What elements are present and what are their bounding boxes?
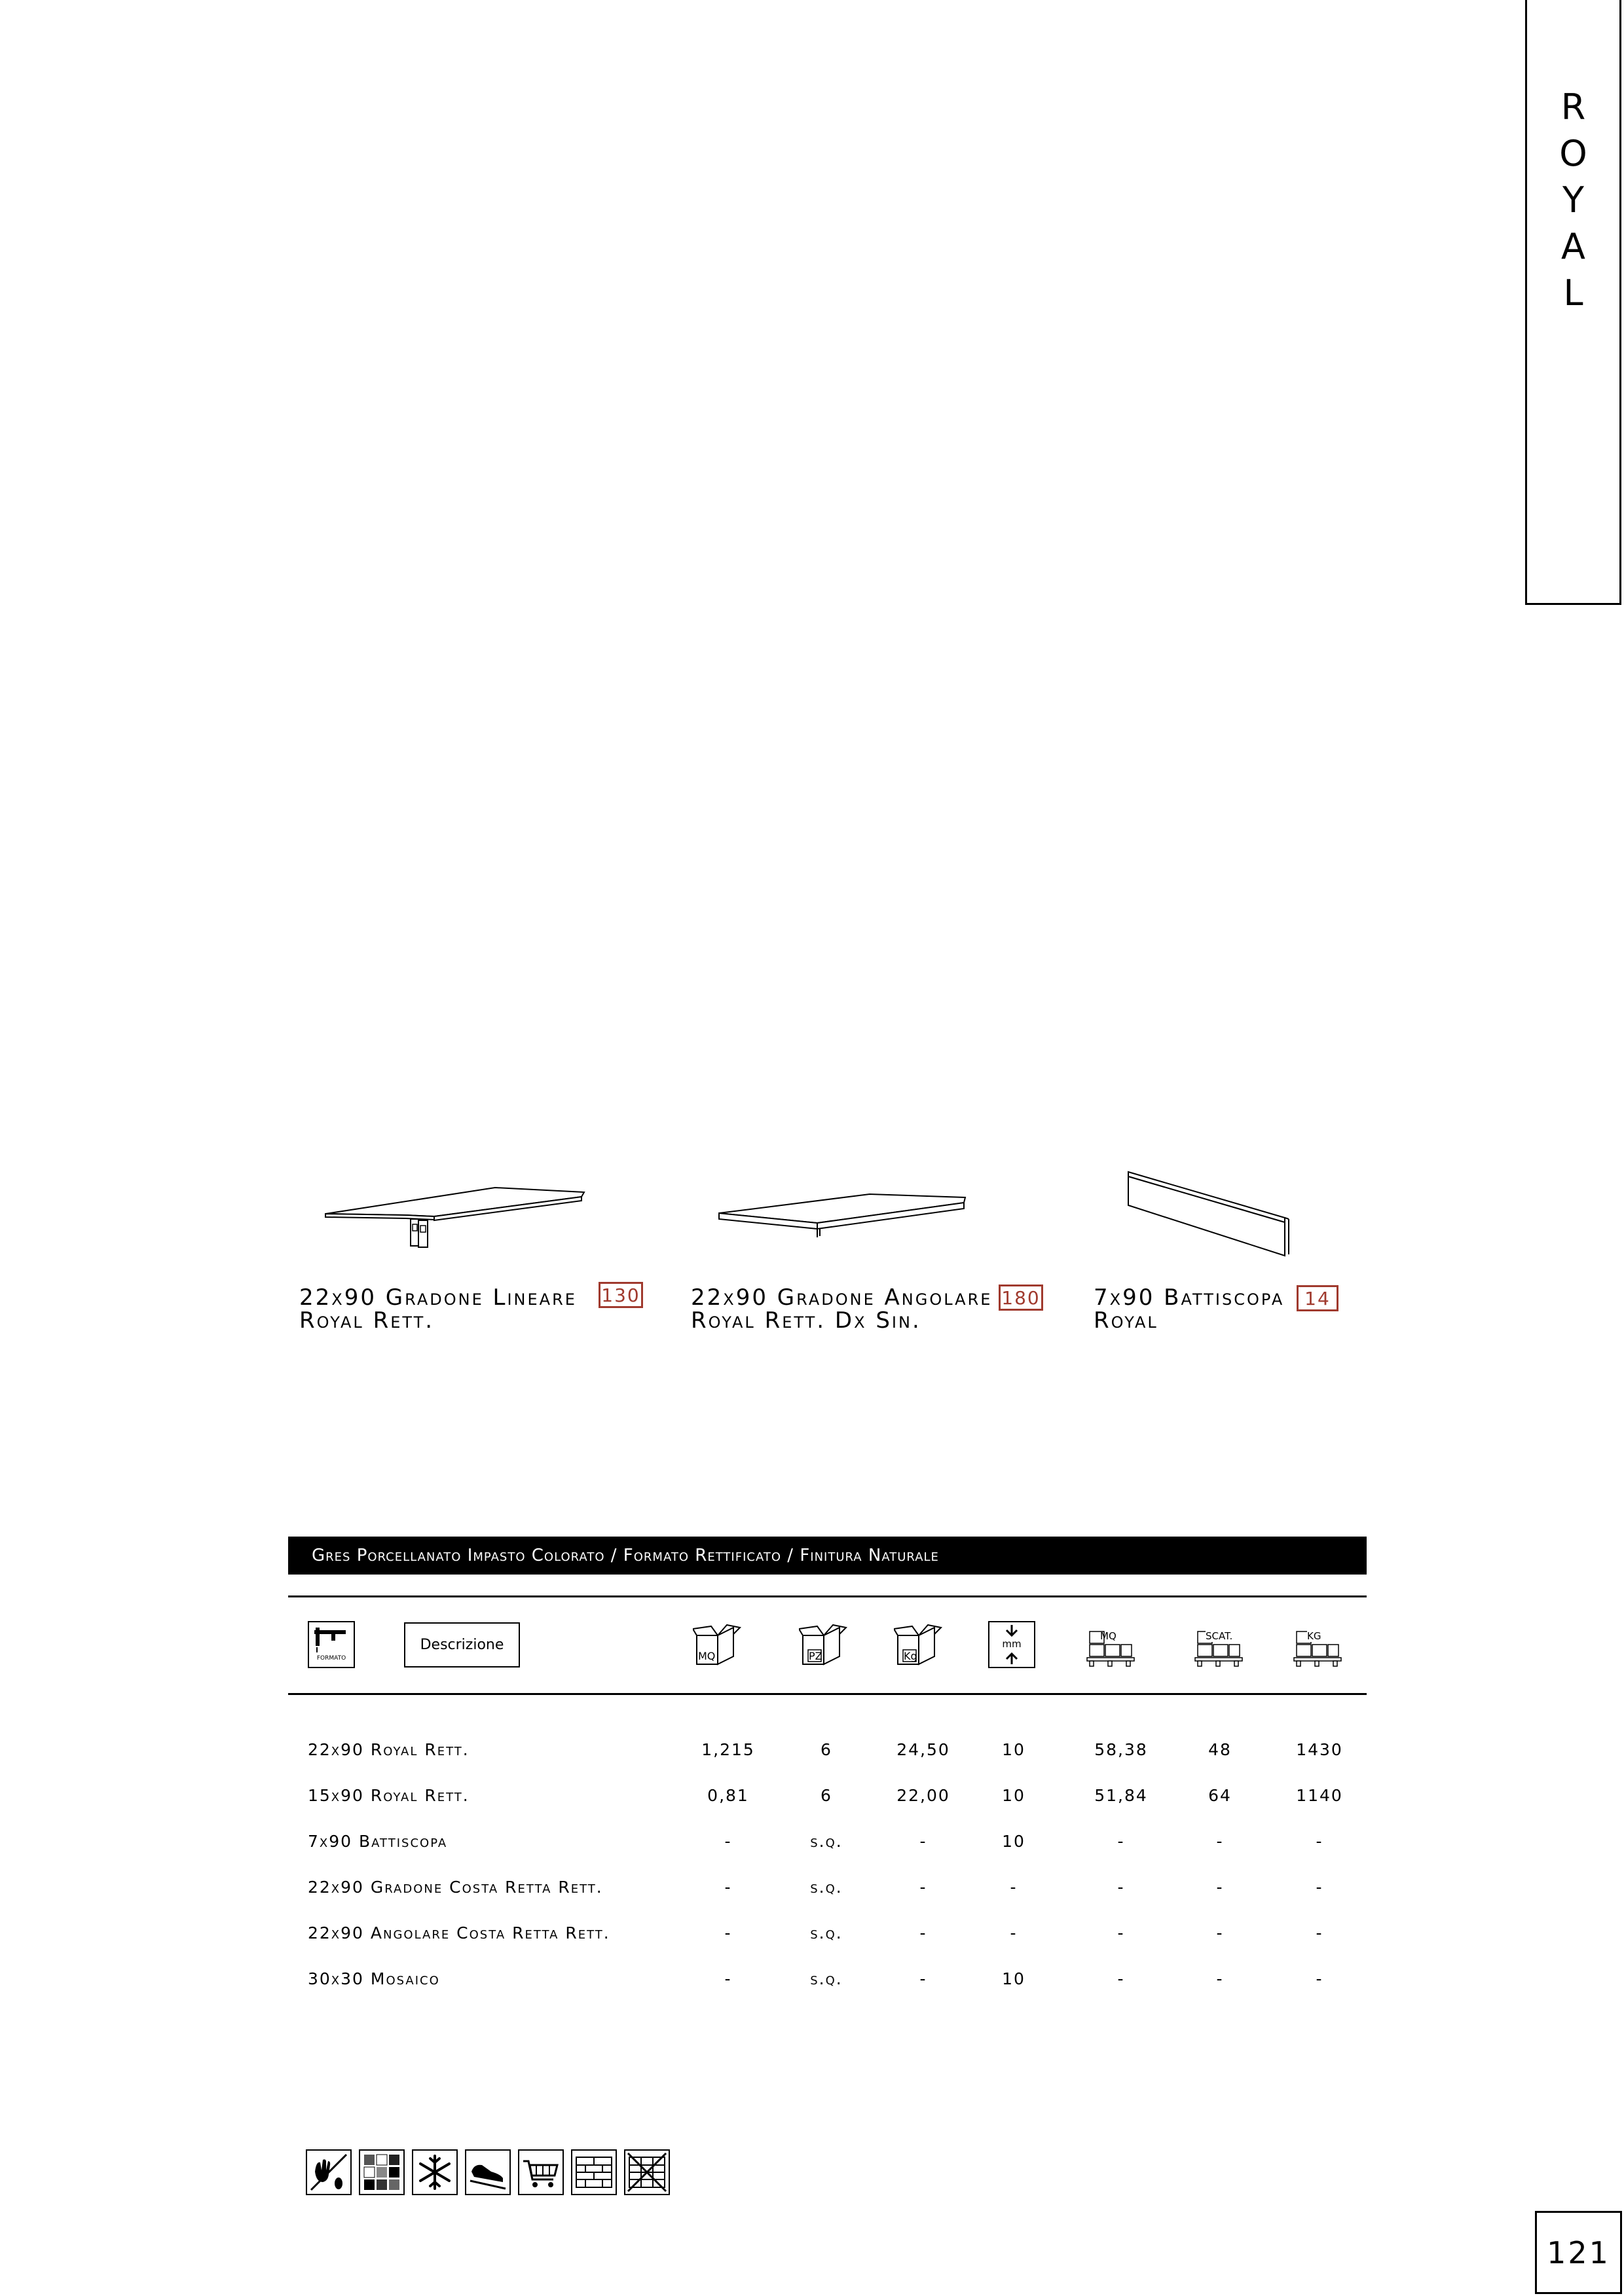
row-scat-value: - (1216, 1969, 1224, 1988)
box-mq-label: MQ (698, 1650, 716, 1662)
box-mq-icon (693, 1624, 745, 1669)
collection-letter: Y (1562, 179, 1584, 221)
product-name: 22x90 Gradone Angolare (691, 1285, 993, 1311)
product-name: Royal Rett. Dx Sin. (691, 1307, 921, 1334)
row-pkg-value: - (1316, 1923, 1323, 1942)
row-description: 7x90 Battiscopa (308, 1832, 448, 1851)
row-pz-value: s.q. (810, 1832, 843, 1851)
row-mm-value: - (1010, 1878, 1018, 1897)
row-description: 22x90 Gradone Costa Retta Rett. (308, 1878, 603, 1897)
table-banner: Gres Porcellanato Impasto Colorato / Formato Rettificato / Finitura Naturale (288, 1537, 1367, 1575)
row-scat-value: - (1216, 1923, 1224, 1942)
brick-layout-icon (571, 2149, 617, 2195)
row-pkg-value: - (1316, 1969, 1323, 1988)
shade-variation-icon (359, 2149, 405, 2195)
formato-icon (308, 1621, 355, 1668)
row-pz-value: s.q. (810, 1923, 843, 1942)
row-pz-value: s.q. (810, 1969, 843, 1988)
table-row (0, 1922, 1624, 1945)
thickness-icon (988, 1621, 1035, 1668)
thickness-label: mm (1002, 1638, 1022, 1650)
row-mq-value: - (724, 1832, 732, 1851)
row-scat-value: 48 (1208, 1740, 1232, 1759)
page-number: 121 (1535, 2211, 1622, 2294)
row-pmq-value: - (1117, 1878, 1125, 1897)
row-description: 30x30 Mosaico (308, 1969, 440, 1988)
corner-step-image (714, 1192, 969, 1250)
slip-resistance-icon (465, 2149, 511, 2195)
row-mq-value: - (724, 1923, 732, 1942)
product-name: Royal Rett. (299, 1307, 435, 1334)
row-pkg-value: - (1316, 1878, 1323, 1897)
collection-letter: L (1563, 272, 1583, 314)
pallet-kg-label: KG (1307, 1630, 1321, 1642)
crossed-layout-icon (624, 2149, 670, 2195)
table-row (0, 1876, 1624, 1899)
row-kg-value: 24,50 (896, 1740, 950, 1759)
row-pmq-value: - (1117, 1969, 1125, 1988)
collection-title (1525, 84, 1621, 316)
row-kg-value: - (919, 1832, 927, 1851)
product-code-badge: 130 (599, 1282, 643, 1308)
formato-label: FORMATO (316, 1655, 346, 1662)
pallet-mq-icon (1086, 1630, 1135, 1669)
row-pmq-value: 58,38 (1094, 1740, 1148, 1759)
descrizione-header: Descrizione (404, 1622, 520, 1667)
product-code-badge: 14 (1297, 1285, 1338, 1311)
pallet-scat-label: SCAT. (1206, 1630, 1233, 1642)
row-description: 22x90 Angolare Costa Retta Rett. (308, 1923, 610, 1942)
feature-icons (306, 2149, 670, 2195)
row-pz-value: 6 (821, 1740, 832, 1759)
row-mm-value: - (1010, 1923, 1018, 1942)
row-kg-value: - (919, 1969, 927, 1988)
header-bottom-rule (288, 1693, 1367, 1695)
row-pkg-value: 1140 (1296, 1786, 1343, 1805)
row-pz-value: 6 (821, 1786, 832, 1805)
row-kg-value: - (919, 1878, 927, 1897)
row-scat-value: 64 (1208, 1786, 1232, 1805)
row-pmq-value: 51,84 (1094, 1786, 1148, 1805)
row-mq-value: - (724, 1969, 732, 1988)
stain-resistant-icon (306, 2149, 352, 2195)
row-scat-value: - (1216, 1832, 1224, 1851)
collection-letter: O (1559, 133, 1587, 174)
row-scat-value: - (1216, 1878, 1224, 1897)
row-mm-value: 10 (1002, 1969, 1025, 1988)
linear-step-image (321, 1184, 589, 1256)
row-mq-value: 1,215 (701, 1740, 755, 1759)
box-kg-label: Kg (904, 1650, 917, 1662)
product-name: 7x90 Battiscopa (1094, 1285, 1285, 1311)
row-description: 22x90 Royal Rett. (308, 1740, 470, 1759)
row-kg-value: 22,00 (896, 1786, 950, 1805)
header-top-rule (288, 1595, 1367, 1597)
box-kg-icon (894, 1624, 946, 1669)
row-mq-value: - (724, 1878, 732, 1897)
pallet-scat-icon (1194, 1630, 1244, 1669)
pallet-mq-label: MQ (1100, 1630, 1116, 1642)
row-pmq-value: - (1117, 1923, 1125, 1942)
box-pz-icon (799, 1624, 851, 1669)
skirting-image (1123, 1169, 1293, 1260)
table-row (0, 1738, 1624, 1762)
pallet-kg-icon (1293, 1630, 1342, 1669)
row-pmq-value: - (1117, 1832, 1125, 1851)
collection-letter: A (1561, 226, 1585, 267)
table-row (0, 1830, 1624, 1853)
row-mm-value: 10 (1002, 1832, 1025, 1851)
row-mm-value: 10 (1002, 1786, 1025, 1805)
row-description: 15x90 Royal Rett. (308, 1786, 470, 1805)
frost-resistant-icon (412, 2149, 458, 2195)
collection-letter: R (1560, 86, 1586, 128)
row-mq-value: 0,81 (707, 1786, 749, 1805)
product-code-badge: 180 (999, 1285, 1043, 1311)
row-pkg-value: - (1316, 1832, 1323, 1851)
table-row (0, 1967, 1624, 1991)
row-pz-value: s.q. (810, 1878, 843, 1897)
box-pz-label: PZ (809, 1650, 822, 1662)
row-pkg-value: 1430 (1296, 1740, 1343, 1759)
table-row (0, 1784, 1624, 1808)
commercial-use-icon (518, 2149, 564, 2195)
row-mm-value: 10 (1002, 1740, 1025, 1759)
product-name: Royal (1094, 1307, 1158, 1334)
product-name: 22x90 Gradone Lineare (299, 1285, 577, 1311)
row-kg-value: - (919, 1923, 927, 1942)
